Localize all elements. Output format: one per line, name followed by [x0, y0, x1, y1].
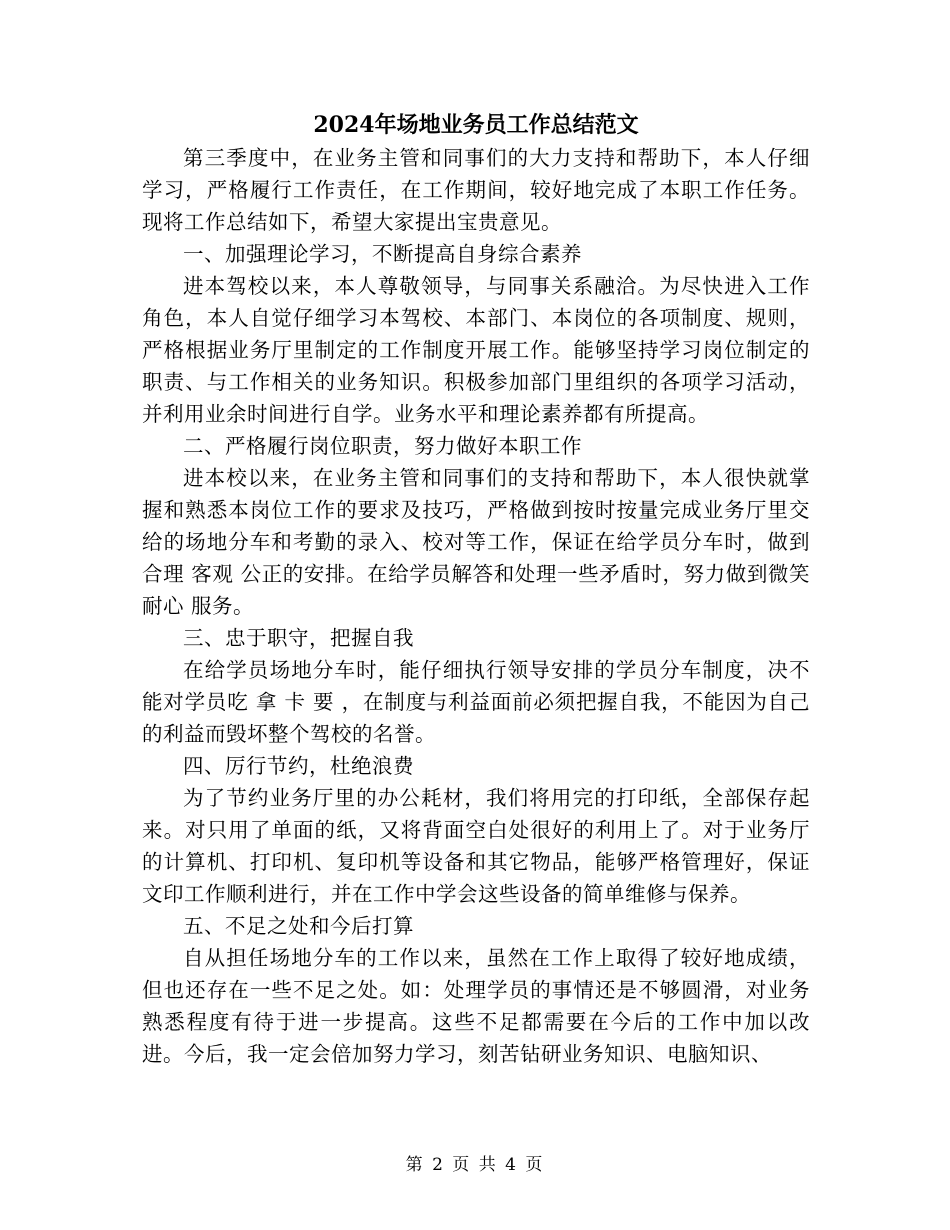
section-heading-4: 四、厉行节约，杜绝浪费: [183, 754, 414, 778]
section-body-4: 为了节约业务厅里的办公耗材，我们将用完的打印纸，全部保存起来。对只用了单面的纸，又将背面空白处很好的利用上了。对于业务厅的计算机、打印机、复印机等设备和其它物品，能够严格管理好，保证文印工作顺利进行，并在工作中学会这些设备的简单维修与保养。: [142, 786, 810, 906]
document-title: 2024年场地业务员工作总结范文: [313, 112, 639, 138]
section-body-2: 进本校以来，在业务主管和同事们的支持和帮助下，本人很快就掌握和熟悉本岗位工作的要求及技巧，严格做到按时按量完成业务厅里交给的场地分车和考勤的录入、校对等工作，保证在给学员分车时，做到合理 客观 公正的安排。在给学员解答和处理一些矛盾时，努力做到微笑 耐心 服务。: [142, 466, 810, 618]
section-body-5: 自从担任场地分车的工作以来，虽然在工作上取得了较好地成绩，但也还存在一些不足之处。如：处理学员的事情还是不够圆滑，对业务熟悉程度有待于进一步提高。这些不足都需要在今后的工作中加以改进。今后，我一定会倍加努力学习，刻苦钻研业务知识、电脑知识、: [142, 946, 810, 1066]
section-body-3: 在给学员场地分车时，能仔细执行领导安排的学员分车制度，决不能对学员吃 拿 卡 要 ，在制度与利益面前必须把握自我，不能因为自己的利益而毁坏整个驾校的名誉。: [142, 658, 810, 746]
section-body-1: 进本驾校以来，本人尊敬领导，与同事关系融洽。为尽快进入工作角色，本人自觉仔细学习本驾校、本部门、本岗位的各项制度、规则，严格根据业务厅里制定的工作制度开展工作。能够坚持学习岗位制定的职责、与工作相关的业务知识。积极参加部门里组织的各项学习活动，并利用业余时间进行自学。业务水平和理论素养都有所提高。: [142, 274, 810, 426]
document-page: [142, 108, 810, 1070]
section-heading-1: 一、加强理论学习，不断提高自身综合素养: [183, 242, 582, 266]
section-heading-5: 五、不足之处和今后打算: [183, 914, 414, 938]
intro-paragraph: 第三季度中，在业务主管和同事们的大力支持和帮助下，本人仔细学习，严格履行工作责任，在工作期间，较好地完成了本职工作任务。现将工作总结如下，希望大家提出宝贵意见。: [142, 146, 810, 234]
section-heading-2: 二、严格履行岗位职责，努力做好本职工作: [183, 434, 582, 458]
page-number-footer: 第 2 页 共 4 页: [405, 1155, 545, 1175]
section-heading-3: 三、忠于职守，把握自我: [183, 626, 414, 650]
